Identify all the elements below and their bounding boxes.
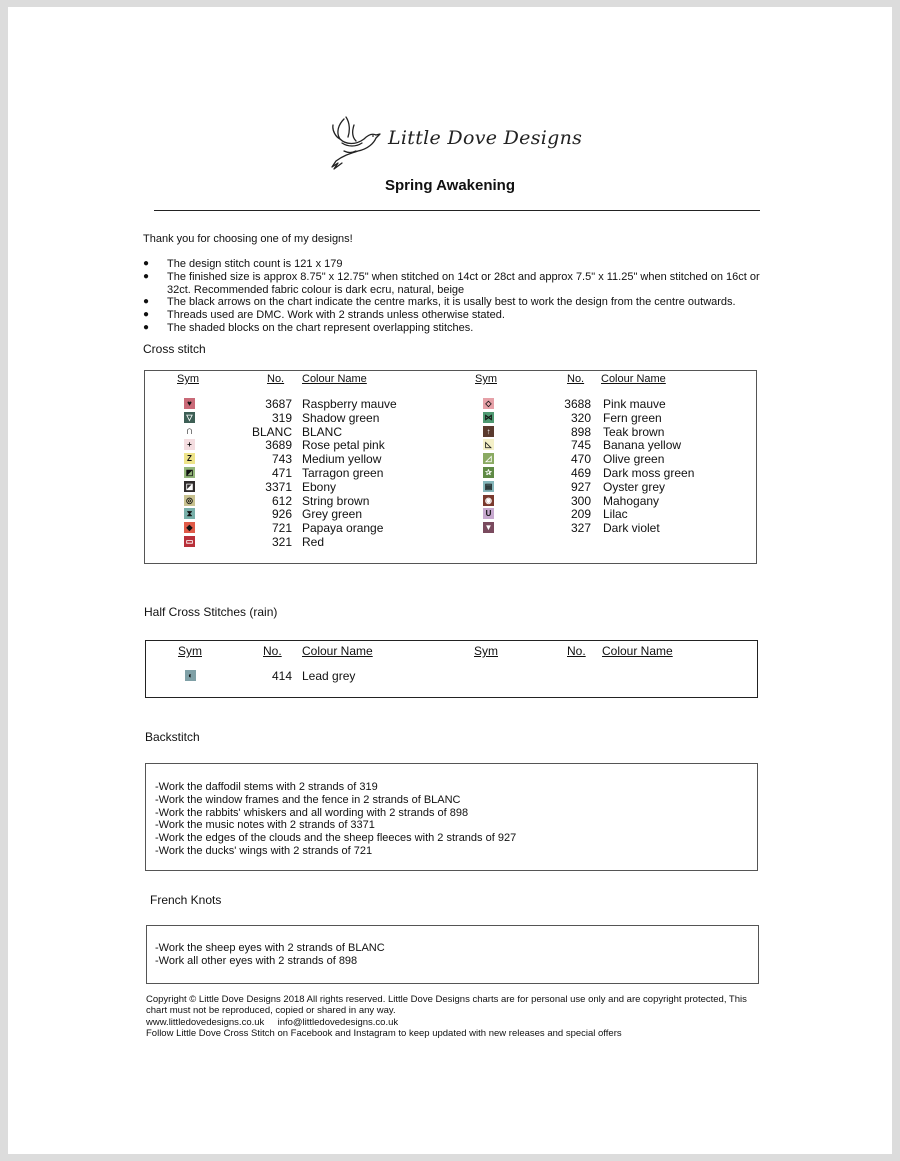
key-row [145, 411, 745, 425]
thread-number: 321 [271, 535, 292, 549]
key-row [145, 466, 745, 480]
note-line: -Work the rabbits' whiskers and all wording with 2 strands of 898 [155, 806, 469, 819]
thread-number: 3371 [265, 479, 292, 494]
thread-number: 319 [271, 410, 292, 425]
colour-name: Tarragon green [302, 466, 384, 480]
colour-name: Ebony [302, 479, 337, 494]
brand-logo [328, 113, 588, 173]
stitch-symbol-icon: ◿ [483, 453, 494, 464]
key-row [145, 507, 745, 521]
thread-number: 300 [570, 493, 591, 508]
page-title: Spring Awakening [384, 177, 516, 194]
bullet-item: ● The shaded blocks on the chart represent overlapping stitches. [143, 322, 763, 335]
stitch-symbol-icon: ▼ [484, 523, 493, 533]
thread-number: 3689 [265, 438, 292, 453]
thread-number: 470 [570, 452, 591, 467]
colour-name: Dark moss green [603, 466, 695, 480]
col-header-colour-name: Colour Name [302, 373, 367, 385]
col-header-colour-name: Colour Name [601, 373, 666, 385]
key-row [145, 397, 745, 411]
stitch-symbol-icon: ◇ [483, 398, 494, 409]
backstitch-notes [155, 781, 516, 858]
bullet-item: ● The design stitch count is 121 x 179 [143, 258, 763, 271]
col-header-no: No. [267, 373, 285, 385]
colour-name: Fern green [603, 410, 662, 425]
col-header-sym: Sym [178, 644, 202, 658]
stitch-symbol-icon: ♥ [184, 398, 195, 409]
thread-number: 721 [271, 521, 292, 536]
colour-name: Banana yellow [603, 438, 682, 453]
key-row [145, 480, 745, 494]
note-line: -Work all other eyes with 2 strands of 898 [155, 954, 358, 967]
stitch-symbol-icon: ▭ [185, 537, 194, 546]
footer [146, 994, 766, 1040]
backstitch-heading: Backstitch [145, 730, 200, 744]
half-cross-key-table [145, 640, 758, 698]
colour-name: Raspberry mauve [302, 397, 397, 411]
note-line: -Work the window frames and the fence in 2 strands of BLANC [155, 793, 461, 806]
french-knots-heading: French Knots [150, 893, 222, 907]
colour-name: Grey green [302, 507, 363, 522]
thread-number: 209 [570, 507, 591, 522]
thread-number: 743 [271, 452, 292, 467]
key-row [145, 425, 745, 439]
cross-stitch-heading: Cross stitch [143, 342, 206, 356]
colour-name: Medium yellow [302, 452, 382, 467]
colour-name: BLANC [302, 424, 343, 439]
backstitch-notes-box [145, 763, 758, 871]
stitch-symbol-icon: ▽ [184, 412, 195, 423]
col-header-colour-name: Colour Name [302, 644, 373, 658]
website-link[interactable]: www.littledovedesigns.co.uk [146, 1016, 265, 1028]
bullet-item: ● The black arrows on the chart indicate the centre marks, it is usally best to work the design from the centre outwards. [143, 296, 763, 309]
stitch-symbol-icon: + [184, 439, 195, 450]
stitch-symbol-icon: ✰ [483, 467, 494, 478]
symbol-half-circle-icon: ◐ [185, 670, 196, 681]
note-line: -Work the ducks' wings with 2 strands of 721 [155, 844, 373, 857]
french-knots-notes [155, 942, 385, 968]
stitch-symbol-icon: Z [184, 453, 195, 464]
stitch-symbol-icon: ◆ [184, 522, 195, 533]
pattern-page [8, 7, 892, 1154]
col-header-sym: Sym [474, 644, 498, 658]
key-row [145, 438, 745, 452]
thread-number: 469 [570, 466, 591, 480]
thread-number: 898 [570, 424, 591, 439]
thread-number: 320 [570, 410, 591, 425]
colour-name: Lead grey [302, 669, 356, 683]
col-header-sym: Sym [475, 373, 497, 385]
col-header-no: No. [567, 644, 586, 658]
dove-icon [328, 113, 386, 173]
col-header-colour-name: Colour Name [602, 644, 673, 658]
stitch-symbol-icon: ◉ [483, 495, 494, 506]
note-line: -Work the sheep eyes with 2 strands of BLANC [155, 942, 385, 954]
thread-number: 927 [570, 479, 591, 494]
stitch-symbol-icon: ∩ [185, 424, 194, 437]
thread-number: 745 [570, 438, 591, 453]
thread-number: 926 [271, 507, 292, 522]
follow-text: Follow Little Dove Cross Stitch on Facebook and Instagram to keep updated with new releases and special offers [146, 1028, 622, 1040]
bullet-item: ● Threads used are DMC. Work with 2 strands unless otherwise stated. [143, 309, 763, 322]
colour-name: Papaya orange [302, 521, 384, 536]
stitch-symbol-icon: ◎ [184, 495, 195, 506]
note-line: -Work the music notes with 2 strands of 3371 [155, 819, 375, 832]
stitch-symbol-icon: U [483, 508, 494, 519]
thread-number: BLANC [251, 424, 292, 439]
colour-name: Shadow green [302, 410, 380, 425]
contact-line [146, 1017, 766, 1028]
stitch-symbol-icon: ◪ [185, 481, 194, 491]
intro-bullets [143, 258, 763, 335]
key-row [145, 535, 745, 549]
col-header-no: No. [263, 644, 282, 658]
colour-name: Dark violet [603, 521, 660, 536]
stitch-symbol-icon: ▤ [484, 481, 493, 491]
colour-name: Oyster grey [603, 479, 666, 494]
colour-name: Mahogany [603, 493, 660, 508]
thread-number: 3688 [564, 397, 591, 411]
half-cross-heading: Half Cross Stitches (rain) [144, 605, 278, 619]
colour-name: Red [302, 535, 325, 549]
colour-name: Lilac [603, 507, 628, 522]
cross-stitch-key-table [144, 370, 757, 564]
brand-name: Little Dove Designs [388, 127, 583, 149]
key-row [145, 521, 745, 535]
french-knots-notes-box [146, 925, 759, 984]
email-link[interactable]: info@littledovedesigns.co.uk [277, 1016, 399, 1028]
col-header-sym: Sym [177, 373, 199, 385]
colour-name: Pink mauve [603, 397, 666, 411]
stitch-symbol-icon: ⧗ [184, 508, 195, 519]
stitch-symbol-icon: ↑ [483, 426, 494, 437]
thread-number: 327 [570, 521, 591, 536]
stitch-symbol-icon: ◺ [483, 439, 494, 450]
colour-name: Olive green [603, 452, 665, 467]
note-line: -Work the daffodil stems with 2 strands of 319 [155, 781, 378, 793]
copyright-text: Copyright © Little Dove Designs 2018 All rights reserved. Little Dove Designs charts are for personal use only and are copyright protected, This chart must not be reproduced, copied or shared in any way. [146, 994, 747, 1017]
thread-number: 414 [271, 669, 292, 683]
thread-number: 3687 [265, 397, 292, 411]
intro-thanks: Thank you for choosing one of my designs! [143, 233, 353, 245]
colour-name: String brown [302, 493, 370, 508]
thread-number: 612 [271, 493, 292, 508]
thread-number: 471 [271, 466, 292, 480]
key-row [145, 452, 745, 466]
bullet-item: ● The finished size is approx 8.75" x 12.75" when stitched on 14ct or 28ct and approx 7.5" x 11.25" when stitched on 16ct or 32ct. Recommended fabric colour is dark ecru, natural, beige [143, 271, 763, 297]
col-header-no: No. [567, 373, 585, 385]
stitch-symbol-icon: ⋈ [484, 412, 493, 422]
title-divider [154, 210, 760, 211]
stitch-symbol-icon: ◩ [185, 468, 194, 477]
note-line: -Work the edges of the clouds and the sheep fleeces with 2 strands of 927 [155, 832, 517, 845]
colour-name: Teak brown [603, 424, 665, 439]
colour-name: Rose petal pink [302, 438, 385, 453]
key-row [146, 669, 746, 683]
key-row [145, 494, 745, 508]
